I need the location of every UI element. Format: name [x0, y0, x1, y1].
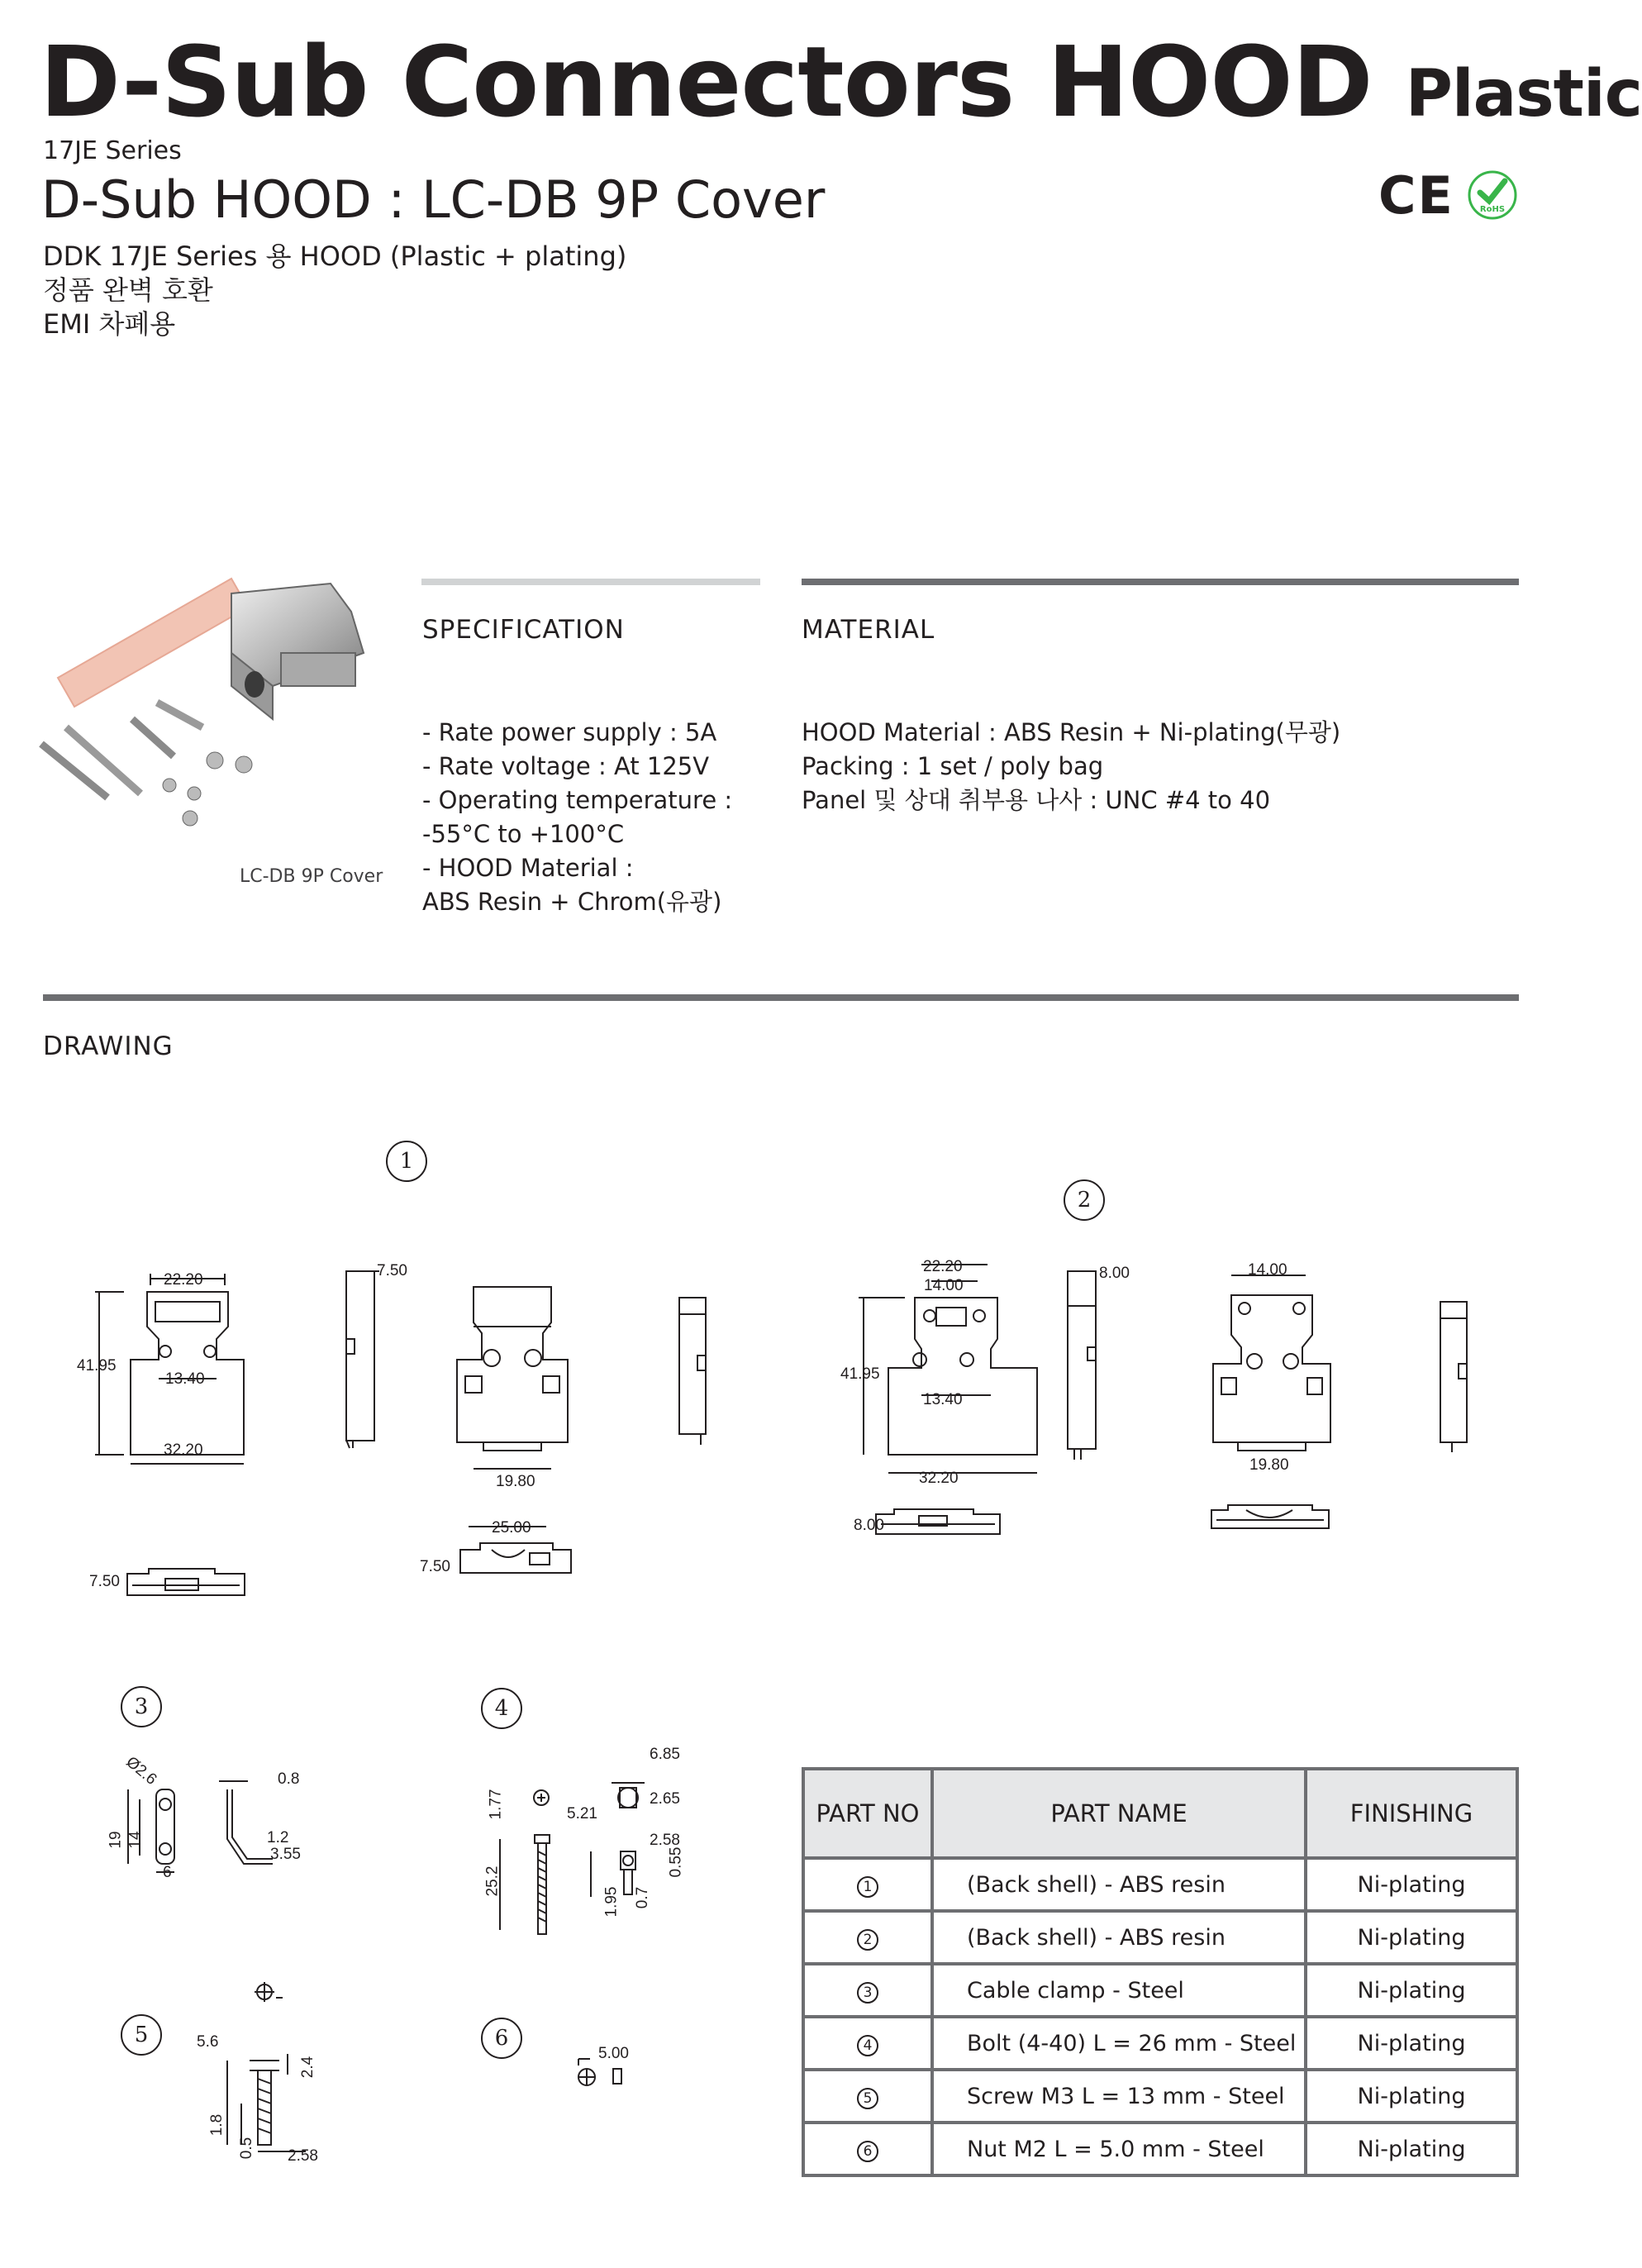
material-heading: MATERIAL [802, 615, 935, 645]
material-line: Panel 및 상대 취부용 나사 : UNC #4 to 40 [802, 786, 1271, 814]
parts-table-header [803, 1769, 1517, 1858]
spec-line: - Rate power supply : 5A [422, 718, 717, 746]
d4-dim-f: 2.58 [650, 1832, 680, 1849]
part-no: 4 [857, 2035, 878, 2056]
spec-line: ABS Resin + Chrom(유광) [422, 888, 722, 916]
d4-dim-d: 6.85 [650, 1746, 680, 1763]
drawing-marker-5: 5 [121, 2014, 162, 2056]
material-divider [802, 579, 1519, 585]
d3-height-outer: 19 [107, 1831, 125, 1849]
d3-height-inner: 14 [126, 1831, 145, 1849]
drawing-1-rear [442, 1277, 583, 1479]
d1-mid-width: 13.40 [165, 1370, 205, 1388]
drawing-2-side [1058, 1265, 1116, 1463]
drawing-2-rear [1198, 1269, 1347, 1475]
part-name: (Back shell) - ABS resin [932, 1858, 1306, 1911]
d4-dim-e: 2.65 [650, 1790, 680, 1808]
material-list [802, 716, 1340, 817]
title-text: D-Sub Connectors HOOD [40, 25, 1373, 139]
spec-line: - HOOD Material : [422, 854, 634, 882]
table-row [803, 1964, 1517, 2017]
d5-head-height: 2.4 [299, 2056, 317, 2079]
spec-divider [421, 579, 760, 585]
desc-line: 정품 완벽 호환 [43, 274, 213, 306]
part-name: (Back shell) - ABS resin [932, 1911, 1306, 1964]
part-finishing: Ni-plating [1306, 1858, 1517, 1911]
d5-dim-d: 0.5 [238, 2137, 256, 2160]
spec-line: -55°C to +100°C [422, 820, 625, 848]
part-name: Screw M3 L = 13 mm - Steel [932, 2070, 1306, 2123]
col-part-name: PART NAME [932, 1769, 1306, 1858]
d2-top-width-inner: 14.00 [924, 1277, 964, 1294]
d2-mid-width: 13.40 [923, 1391, 963, 1408]
drawing-2-bottom-b [1205, 1500, 1337, 1537]
product-photo [33, 554, 397, 851]
table-row [803, 1911, 1517, 1964]
d2-height: 41.95 [840, 1365, 880, 1383]
drawing-marker-6: 6 [481, 2018, 522, 2059]
d4-length: 25.2 [483, 1865, 502, 1897]
d4-head-height: 1.77 [487, 1789, 505, 1820]
desc-line: DDK 17JE Series 용 HOOD (Plastic + plating) [43, 241, 627, 272]
drawing-marker-4: 4 [481, 1688, 522, 1729]
spec-line: - Rate voltage : At 125V [422, 752, 710, 780]
d1-bottom-width: 32.20 [164, 1441, 203, 1459]
table-row [803, 2017, 1517, 2070]
drawing-1-side-right [669, 1289, 719, 1455]
d5-head-width: 5.6 [197, 2033, 219, 2051]
d5-dim-c: 1.8 [208, 2113, 226, 2137]
title-suffix: Plastic [1405, 57, 1642, 131]
drawing-heading: DRAWING [43, 1032, 174, 1061]
d1-side-thickness: 7.50 [377, 1262, 407, 1279]
part-name: Bolt (4-40) L = 26 mm - Steel [932, 2017, 1306, 2070]
part-finishing: Ni-plating [1306, 2070, 1517, 2123]
rohs-icon [1467, 169, 1518, 224]
d3-dim-b: 3.55 [270, 1846, 301, 1863]
specification-list [422, 716, 732, 919]
drawing-2-bottom-a [868, 1504, 1008, 1541]
d4-dim-i: 0.7 [634, 1886, 652, 1909]
table-row [803, 2070, 1517, 2123]
desc-line: EMI 차폐용 [43, 308, 176, 340]
col-finishing: FINISHING [1306, 1769, 1517, 1858]
d1-bottom-height-a: 7.50 [89, 1573, 120, 1590]
drawing-1-side [335, 1265, 393, 1455]
ce-mark-icon: CE [1378, 165, 1454, 226]
d3-width: 6 [163, 1864, 172, 1881]
d4-head-width: 5.21 [567, 1805, 597, 1822]
d1-bottom-width-b: 25.00 [492, 1519, 531, 1537]
table-row [803, 1858, 1517, 1911]
parts-table [802, 1767, 1519, 2177]
drawing-2-side-right [1432, 1294, 1482, 1459]
material-line: HOOD Material : ABS Resin + Ni-plating(무광) [802, 718, 1341, 746]
d1-bottom-height-b: 7.50 [420, 1558, 450, 1575]
specification-heading: SPECIFICATION [422, 615, 625, 645]
d1-front-width: 19.80 [496, 1473, 535, 1490]
series-label: 17JE Series [43, 136, 182, 165]
d2-front-top-width: 14.00 [1248, 1261, 1287, 1279]
part-no: 2 [857, 1929, 878, 1951]
d4-dim-g: 0.55 [667, 1846, 685, 1878]
drawing-marker-2: 2 [1064, 1179, 1105, 1221]
part-name: Nut M2 L = 5.0 mm - Steel [932, 2123, 1306, 2175]
spec-line: - Operating temperature : [422, 786, 733, 814]
drawing-marker-3: 3 [121, 1686, 162, 1727]
part-no: 5 [857, 2088, 878, 2109]
d2-front-width: 19.80 [1249, 1456, 1289, 1474]
d5-dim-e: 2.58 [288, 2147, 318, 2165]
d3-thickness: 0.8 [278, 1770, 300, 1788]
drawing-divider [43, 994, 1519, 1001]
drawing-1-bottom-a [116, 1562, 256, 1603]
d2-bottom-height: 8.00 [854, 1517, 884, 1534]
table-row [803, 2123, 1517, 2175]
product-description [43, 240, 626, 341]
part-finishing: Ni-plating [1306, 1964, 1517, 2017]
d1-top-width: 22.20 [164, 1271, 203, 1289]
rohs-label: RoHS [1479, 205, 1506, 214]
d2-top-width: 22.20 [923, 1258, 963, 1275]
d6-size: 5.00 [598, 2045, 629, 2062]
photo-caption: LC-DB 9P Cover [240, 866, 383, 887]
part-no: 6 [857, 2141, 878, 2162]
part-finishing: Ni-plating [1306, 2017, 1517, 2070]
part-finishing: Ni-plating [1306, 2123, 1517, 2175]
d4-dim-h: 1.95 [602, 1886, 621, 1918]
part-no: 1 [857, 1876, 878, 1898]
drawing-marker-1: 1 [386, 1141, 427, 1182]
part-name: Cable clamp - Steel [932, 1964, 1306, 2017]
d2-side-thickness: 8.00 [1099, 1265, 1130, 1282]
d3-dim-a: 1.2 [267, 1829, 289, 1846]
d3-diameter: Ø2.6 [122, 1753, 160, 1789]
col-part-no: PART NO [803, 1769, 932, 1858]
page-title [40, 25, 1642, 139]
product-subtitle: D-Sub HOOD : LC-DB 9P Cover [41, 169, 826, 230]
d2-bottom-width: 32.20 [919, 1470, 959, 1487]
material-line: Packing : 1 set / poly bag [802, 752, 1104, 780]
d1-height: 41.95 [77, 1357, 117, 1375]
part-no: 3 [857, 1982, 878, 2004]
part-finishing: Ni-plating [1306, 1911, 1517, 1964]
